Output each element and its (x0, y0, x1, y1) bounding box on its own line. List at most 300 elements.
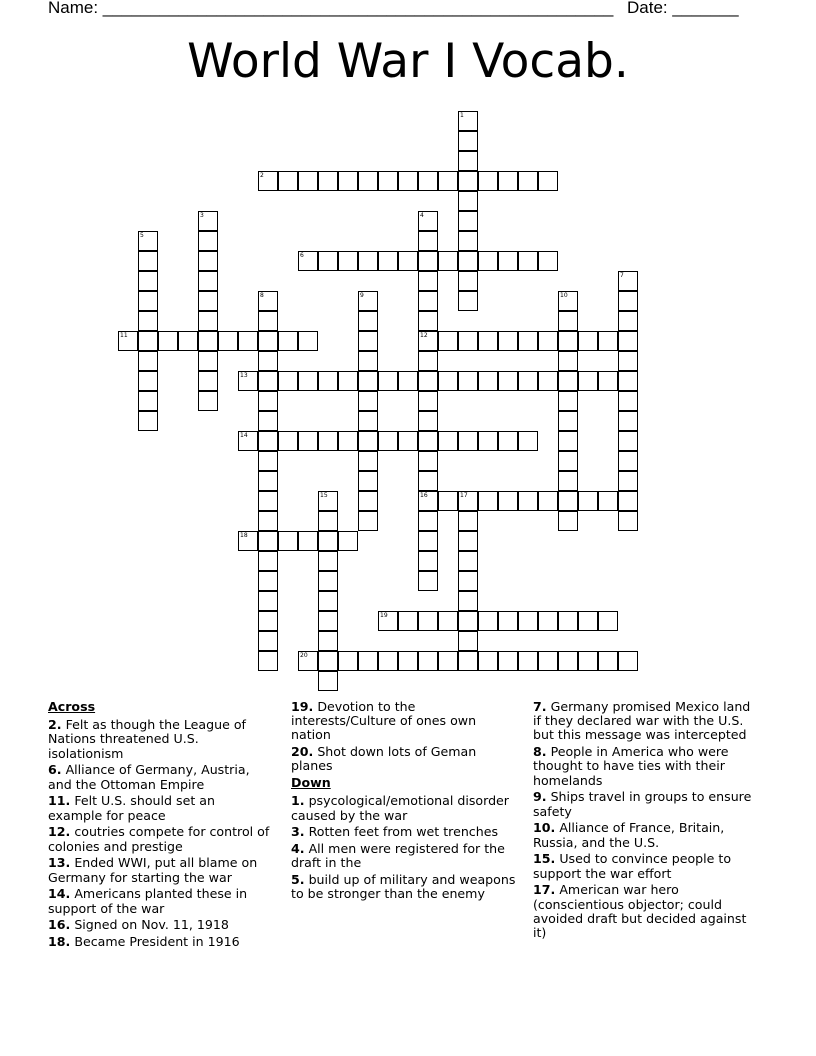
grid-cell[interactable] (578, 331, 598, 351)
clue-number-label: 7. (533, 699, 547, 714)
grid-cell[interactable] (478, 331, 498, 351)
across-clue (48, 763, 273, 791)
grid-cell[interactable] (558, 511, 578, 531)
grid-cell[interactable] (458, 111, 478, 131)
grid-cell[interactable] (138, 271, 158, 291)
across-clue (48, 935, 273, 949)
grid-cell[interactable] (258, 171, 278, 191)
grid-cell[interactable] (198, 251, 218, 271)
grid-cell[interactable] (378, 651, 398, 671)
grid-cell[interactable] (338, 431, 358, 451)
grid-cell[interactable] (458, 131, 478, 151)
grid-cell[interactable] (418, 311, 438, 331)
grid-cell[interactable] (558, 291, 578, 311)
grid-cell[interactable] (198, 271, 218, 291)
grid-cell[interactable] (378, 431, 398, 451)
grid-cell[interactable] (378, 611, 398, 631)
grid-cell[interactable] (238, 531, 258, 551)
grid-cell[interactable] (198, 371, 218, 391)
clue-number-label: 16. (48, 917, 71, 933)
grid-cell[interactable] (618, 491, 638, 511)
clue-number-label: 14. (48, 886, 71, 902)
grid-cell[interactable] (238, 331, 258, 351)
grid-cell[interactable] (418, 251, 438, 271)
grid-cell[interactable] (298, 431, 318, 451)
grid-cell[interactable] (138, 351, 158, 371)
clue-number: 4 (420, 212, 424, 219)
grid-cell[interactable] (478, 251, 498, 271)
grid-cell[interactable] (578, 371, 598, 391)
grid-cell[interactable] (418, 231, 438, 251)
grid-cell[interactable] (198, 331, 218, 351)
grid-cell[interactable] (198, 391, 218, 411)
grid-cell[interactable] (618, 391, 638, 411)
grid-cell[interactable] (318, 531, 338, 551)
grid-cell[interactable] (398, 371, 418, 391)
clue-text: Shot down lots of Geman planes (291, 744, 477, 774)
grid-cell[interactable] (438, 611, 458, 631)
grid-cell[interactable] (418, 491, 438, 511)
grid-cell[interactable] (458, 171, 478, 191)
grid-cell[interactable] (558, 451, 578, 471)
grid-cell[interactable] (458, 211, 478, 231)
grid-cell[interactable] (578, 491, 598, 511)
grid-cell[interactable] (418, 211, 438, 231)
grid-cell[interactable] (258, 331, 278, 351)
grid-cell[interactable] (498, 611, 518, 631)
clue-number: 2 (260, 172, 264, 179)
grid-cell[interactable] (418, 451, 438, 471)
grid-cell[interactable] (458, 571, 478, 591)
grid-cell[interactable] (258, 351, 278, 371)
grid-cell[interactable] (578, 611, 598, 631)
grid-cell[interactable] (258, 291, 278, 311)
down-clue (291, 825, 516, 839)
grid-cell[interactable] (478, 651, 498, 671)
grid-cell[interactable] (598, 491, 618, 511)
clue-number: 14 (240, 432, 248, 439)
grid-cell[interactable] (318, 491, 338, 511)
grid-cell[interactable] (358, 451, 378, 471)
grid-cell[interactable] (438, 431, 458, 451)
grid-cell[interactable] (338, 371, 358, 391)
grid-cell[interactable] (378, 171, 398, 191)
clue-number-label: 8. (533, 744, 547, 760)
clue-text: Felt as though the League of Nations threatened U.S. isolationism (48, 717, 246, 761)
grid-cell[interactable] (358, 371, 378, 391)
grid-cell[interactable] (258, 431, 278, 451)
clue-number: 8 (260, 292, 264, 299)
grid-cell[interactable] (458, 291, 478, 311)
grid-cell[interactable] (338, 531, 358, 551)
grid-cell[interactable] (458, 231, 478, 251)
grid-cell[interactable] (318, 551, 338, 571)
grid-cell[interactable] (258, 591, 278, 611)
grid-cell[interactable] (278, 431, 298, 451)
grid-cell[interactable] (378, 371, 398, 391)
down-clue (291, 794, 516, 822)
clue-number-label: 1. (291, 793, 305, 809)
grid-cell[interactable] (598, 611, 618, 631)
grid-cell[interactable] (498, 651, 518, 671)
grid-cell[interactable] (478, 611, 498, 631)
grid-cell[interactable] (618, 351, 638, 371)
grid-cell[interactable] (538, 371, 558, 391)
clue-number: 18 (240, 532, 248, 539)
across-clue (291, 700, 516, 743)
grid-cell[interactable] (198, 351, 218, 371)
grid-cell[interactable] (438, 171, 458, 191)
date-field-label[interactable]: Date: _______ (627, 0, 739, 17)
clue-number: 17 (460, 492, 468, 499)
grid-cell[interactable] (358, 331, 378, 351)
grid-cell[interactable] (318, 251, 338, 271)
grid-cell[interactable] (198, 311, 218, 331)
grid-cell[interactable] (458, 591, 478, 611)
grid-cell[interactable] (258, 411, 278, 431)
grid-cell[interactable] (258, 451, 278, 471)
grid-cell[interactable] (298, 531, 318, 551)
clue-text: Ended WWI, put all blame on Germany for starting the war (48, 855, 258, 885)
grid-cell[interactable] (358, 411, 378, 431)
grid-cell[interactable] (418, 611, 438, 631)
grid-cell[interactable] (558, 351, 578, 371)
grid-cell[interactable] (358, 311, 378, 331)
grid-cell[interactable] (358, 491, 378, 511)
across-heading: Across (48, 699, 96, 714)
clue-text: Became President in 1916 (70, 934, 240, 950)
grid-cell[interactable] (418, 511, 438, 531)
down-clue (533, 700, 758, 743)
grid-cell[interactable] (338, 651, 358, 671)
grid-cell[interactable] (298, 371, 318, 391)
grid-cell[interactable] (198, 291, 218, 311)
grid-cell[interactable] (498, 431, 518, 451)
grid-cell[interactable] (258, 311, 278, 331)
grid-cell[interactable] (318, 171, 338, 191)
grid-cell[interactable] (518, 431, 538, 451)
grid-cell[interactable] (418, 271, 438, 291)
grid-cell[interactable] (598, 651, 618, 671)
grid-cell[interactable] (358, 511, 378, 531)
grid-cell[interactable] (338, 171, 358, 191)
grid-cell[interactable] (498, 171, 518, 191)
grid-cell[interactable] (258, 491, 278, 511)
grid-cell[interactable] (198, 231, 218, 251)
grid-cell[interactable] (418, 531, 438, 551)
grid-cell[interactable] (618, 411, 638, 431)
clue-text: Alliance of Germany, Austria, and the Ottoman Empire (48, 762, 250, 792)
grid-cell[interactable] (518, 171, 538, 191)
grid-cell[interactable] (138, 231, 158, 251)
clues-column-3 (533, 700, 758, 943)
grid-cell[interactable] (618, 431, 638, 451)
grid-cell[interactable] (458, 271, 478, 291)
clue-number-label: 6. (48, 762, 62, 778)
grid-cell[interactable] (458, 491, 478, 511)
grid-cell[interactable] (478, 431, 498, 451)
grid-cell[interactable] (378, 251, 398, 271)
grid-cell[interactable] (418, 651, 438, 671)
clue-number-label: 11. (48, 793, 71, 809)
grid-cell[interactable] (318, 511, 338, 531)
grid-cell[interactable] (458, 511, 478, 531)
grid-cell[interactable] (458, 431, 478, 451)
grid-cell[interactable] (518, 371, 538, 391)
grid-cell[interactable] (258, 371, 278, 391)
grid-cell[interactable] (458, 551, 478, 571)
grid-cell[interactable] (138, 411, 158, 431)
grid-cell[interactable] (418, 471, 438, 491)
clue-number: 13 (240, 372, 248, 379)
grid-cell[interactable] (138, 251, 158, 271)
across-clue (48, 856, 273, 884)
down-clue (291, 873, 516, 901)
grid-cell[interactable] (238, 371, 258, 391)
grid-cell[interactable] (158, 331, 178, 351)
clue-text: psycological/emotional disorder caused by the war (291, 793, 509, 823)
grid-cell[interactable] (438, 371, 458, 391)
grid-cell[interactable] (618, 371, 638, 391)
grid-cell[interactable] (298, 171, 318, 191)
grid-cell[interactable] (518, 331, 538, 351)
grid-cell[interactable] (138, 291, 158, 311)
grid-cell[interactable] (518, 651, 538, 671)
grid-cell[interactable] (318, 631, 338, 651)
grid-cell[interactable] (438, 651, 458, 671)
grid-cell[interactable] (478, 491, 498, 511)
grid-cell[interactable] (418, 331, 438, 351)
grid-cell[interactable] (358, 431, 378, 451)
grid-cell[interactable] (538, 171, 558, 191)
clue-number: 12 (420, 332, 428, 339)
across-clue (48, 718, 273, 761)
clue-number-label: 3. (291, 824, 305, 840)
grid-cell[interactable] (358, 391, 378, 411)
grid-cell[interactable] (558, 331, 578, 351)
clue-text: Ships travel in groups to ensure safety (533, 789, 752, 819)
across-clue (291, 745, 516, 773)
clue-text: build up of military and weapons to be stronger than the enemy (291, 872, 516, 902)
clue-text: Felt U.S. should set an example for peace (48, 793, 215, 823)
grid-cell[interactable] (398, 611, 418, 631)
grid-cell[interactable] (278, 331, 298, 351)
across-clue (48, 825, 273, 853)
grid-cell[interactable] (458, 531, 478, 551)
grid-cell[interactable] (558, 471, 578, 491)
grid-cell[interactable] (458, 331, 478, 351)
grid-cell[interactable] (618, 311, 638, 331)
clue-number-label: 5. (291, 872, 305, 888)
clue-text: All men were registered for the draft in the (291, 841, 505, 871)
page-title: World War I Vocab. (187, 34, 629, 89)
grid-cell[interactable] (358, 291, 378, 311)
grid-cell[interactable] (438, 491, 458, 511)
grid-cell[interactable] (278, 371, 298, 391)
grid-cell[interactable] (558, 311, 578, 331)
clue-number: 10 (560, 292, 568, 299)
clue-number-label: 10. (533, 820, 556, 836)
grid-cell[interactable] (558, 491, 578, 511)
grid-cell[interactable] (578, 651, 598, 671)
grid-cell[interactable] (298, 651, 318, 671)
grid-cell[interactable] (258, 391, 278, 411)
grid-cell[interactable] (538, 491, 558, 511)
clue-number: 19 (380, 612, 388, 619)
grid-cell[interactable] (258, 651, 278, 671)
clues-column-2 (291, 700, 516, 904)
grid-cell[interactable] (498, 371, 518, 391)
grid-cell[interactable] (258, 511, 278, 531)
grid-cell[interactable] (138, 371, 158, 391)
grid-cell[interactable] (558, 611, 578, 631)
clue-number-label: 9. (533, 789, 547, 805)
clue-number: 3 (200, 212, 204, 219)
grid-cell[interactable] (538, 251, 558, 271)
clue-number-label: 19. (291, 699, 314, 714)
grid-cell[interactable] (258, 531, 278, 551)
grid-cell[interactable] (558, 651, 578, 671)
grid-cell[interactable] (318, 571, 338, 591)
grid-cell[interactable] (178, 331, 198, 351)
grid-cell[interactable] (458, 251, 478, 271)
grid-cell[interactable] (478, 371, 498, 391)
grid-cell[interactable] (258, 631, 278, 651)
clue-number-label: 20. (291, 744, 314, 760)
grid-cell[interactable] (358, 251, 378, 271)
grid-cell[interactable] (318, 591, 338, 611)
grid-cell[interactable] (398, 171, 418, 191)
grid-cell[interactable] (398, 431, 418, 451)
grid-cell[interactable] (558, 431, 578, 451)
grid-cell[interactable] (318, 431, 338, 451)
grid-cell[interactable] (618, 271, 638, 291)
grid-cell[interactable] (498, 251, 518, 271)
grid-cell[interactable] (618, 651, 638, 671)
grid-cell[interactable] (358, 171, 378, 191)
grid-cell[interactable] (558, 391, 578, 411)
grid-cell[interactable] (458, 191, 478, 211)
grid-cell[interactable] (518, 611, 538, 631)
grid-cell[interactable] (398, 251, 418, 271)
grid-cell[interactable] (138, 311, 158, 331)
grid-cell[interactable] (418, 411, 438, 431)
down-clue (533, 790, 758, 818)
grid-cell[interactable] (418, 391, 438, 411)
grid-cell[interactable] (258, 611, 278, 631)
grid-cell[interactable] (398, 651, 418, 671)
down-heading: Down (291, 775, 331, 791)
grid-cell[interactable] (458, 371, 478, 391)
grid-cell[interactable] (458, 151, 478, 171)
grid-cell[interactable] (498, 491, 518, 511)
grid-cell[interactable] (358, 651, 378, 671)
grid-cell[interactable] (538, 611, 558, 631)
grid-cell[interactable] (118, 331, 138, 351)
grid-cell[interactable] (278, 171, 298, 191)
grid-cell[interactable] (418, 431, 438, 451)
grid-cell[interactable] (418, 371, 438, 391)
grid-cell[interactable] (318, 611, 338, 631)
grid-cell[interactable] (418, 571, 438, 591)
grid-cell[interactable] (418, 551, 438, 571)
grid-cell[interactable] (618, 291, 638, 311)
grid-cell[interactable] (278, 531, 298, 551)
grid-cell[interactable] (538, 331, 558, 351)
clue-number: 9 (360, 292, 364, 299)
clue-number: 15 (320, 492, 328, 499)
clue-number: 1 (460, 112, 464, 119)
grid-cell[interactable] (498, 331, 518, 351)
clue-number-label: 18. (48, 934, 71, 950)
grid-cell[interactable] (298, 331, 318, 351)
grid-cell[interactable] (418, 291, 438, 311)
across-clue (48, 887, 273, 915)
grid-cell[interactable] (318, 371, 338, 391)
clue-text: Used to convince people to support the war effort (533, 851, 732, 881)
clue-text: Signed on Nov. 11, 1918 (70, 917, 229, 933)
grid-cell[interactable] (598, 371, 618, 391)
grid-cell[interactable] (438, 331, 458, 351)
clue-text: American war hero (conscientious objector; could avoided draft but decided against it) (533, 882, 747, 941)
grid-cell[interactable] (558, 411, 578, 431)
grid-cell[interactable] (598, 331, 618, 351)
down-clue (533, 821, 758, 849)
clue-text: Rotten feet from wet trenches (304, 824, 499, 840)
grid-cell[interactable] (618, 511, 638, 531)
clue-number: 6 (300, 252, 304, 259)
grid-cell[interactable] (338, 251, 358, 271)
clue-number-label: 4. (291, 841, 305, 857)
grid-cell[interactable] (458, 631, 478, 651)
grid-cell[interactable] (418, 351, 438, 371)
grid-cell[interactable] (458, 611, 478, 631)
clue-number-label: 2. (48, 717, 62, 733)
grid-cell[interactable] (258, 571, 278, 591)
grid-cell[interactable] (618, 331, 638, 351)
grid-cell[interactable] (438, 251, 458, 271)
across-clue (48, 918, 273, 932)
grid-cell[interactable] (258, 551, 278, 571)
grid-cell[interactable] (258, 471, 278, 491)
grid-cell[interactable] (138, 391, 158, 411)
grid-cell[interactable] (358, 351, 378, 371)
down-clue (533, 852, 758, 880)
grid-cell[interactable] (518, 491, 538, 511)
grid-cell[interactable] (318, 671, 338, 691)
grid-cell[interactable] (478, 171, 498, 191)
name-field-label[interactable]: Name: ______________________________________________________ (48, 0, 614, 17)
grid-cell[interactable] (318, 651, 338, 671)
clues-column-1 (48, 700, 273, 952)
across-clue (48, 794, 273, 822)
grid-cell[interactable] (518, 251, 538, 271)
grid-cell[interactable] (298, 251, 318, 271)
grid-cell[interactable] (138, 331, 158, 351)
clue-text: Germany promised Mexico land if they declared war with the U.S. but this message was intercepted (533, 699, 751, 743)
grid-cell[interactable] (198, 211, 218, 231)
grid-cell[interactable] (458, 651, 478, 671)
grid-cell[interactable] (618, 471, 638, 491)
grid-cell[interactable] (558, 371, 578, 391)
grid-cell[interactable] (238, 431, 258, 451)
grid-cell[interactable] (418, 171, 438, 191)
grid-cell[interactable] (538, 651, 558, 671)
grid-cell[interactable] (218, 331, 238, 351)
grid-cell[interactable] (358, 471, 378, 491)
grid-cell[interactable] (618, 451, 638, 471)
clue-number: 5 (140, 232, 144, 239)
